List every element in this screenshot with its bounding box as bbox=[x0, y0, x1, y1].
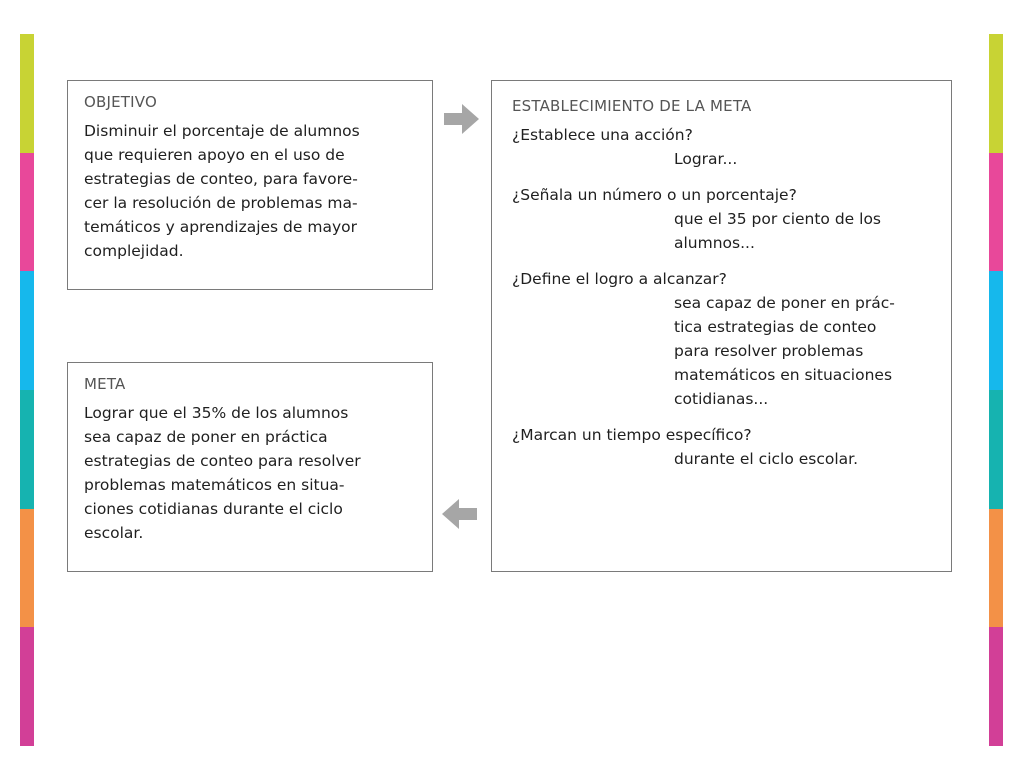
meta-box bbox=[67, 362, 433, 572]
criteria-answer: Lograr... bbox=[674, 150, 738, 168]
criteria-question: ¿Establece una acción? bbox=[512, 126, 693, 144]
establecimiento-title: ESTABLECIMIENTO DE LA META bbox=[512, 97, 752, 115]
stripe-segment bbox=[20, 509, 34, 628]
objetivo-text: Disminuir el porcentaje de alumnos que requieren apoyo en el uso de estrategias de conteo, para favore- cer la resolución de problemas ma- temáticos y aprendizajes de mayor complejidad. bbox=[84, 122, 360, 260]
stripe-segment bbox=[989, 390, 1003, 509]
criteria-item bbox=[512, 423, 937, 471]
criteria-question: ¿Marcan un tiempo específico? bbox=[512, 426, 752, 444]
criteria-item bbox=[512, 123, 937, 171]
left-color-stripe bbox=[20, 34, 34, 746]
objetivo-box bbox=[67, 80, 433, 290]
stripe-segment bbox=[989, 34, 1003, 153]
stripe-segment bbox=[20, 271, 34, 390]
stripe-segment bbox=[20, 627, 34, 746]
criteria-question: ¿Señala un número o un porcentaje? bbox=[512, 186, 797, 204]
right-color-stripe bbox=[989, 34, 1003, 746]
arrow-left-icon bbox=[439, 494, 479, 534]
stripe-segment bbox=[989, 509, 1003, 628]
stripe-segment bbox=[20, 34, 34, 153]
meta-title: META bbox=[84, 375, 126, 393]
objetivo-title: OBJETIVO bbox=[84, 93, 157, 111]
criteria-answer: que el 35 por ciento de los alumnos... bbox=[674, 210, 882, 252]
establecimiento-box bbox=[491, 80, 952, 572]
arrow-right-icon bbox=[442, 99, 482, 139]
meta-text: Lograr que el 35% de los alumnos sea capaz de poner en práctica estrategias de conteo para resolver problemas matemáticos en situa- ciones cotidianas durante el ciclo escolar. bbox=[84, 404, 361, 542]
stripe-segment bbox=[989, 627, 1003, 746]
criteria-answer: durante el ciclo escolar. bbox=[674, 450, 859, 468]
stripe-segment bbox=[989, 271, 1003, 390]
stripe-segment bbox=[20, 390, 34, 509]
criteria-question: ¿Define el logro a alcanzar? bbox=[512, 270, 727, 288]
criteria-item bbox=[512, 183, 937, 255]
criteria-item bbox=[512, 267, 937, 411]
stripe-segment bbox=[989, 153, 1003, 272]
criteria-answer: sea capaz de poner en prác- tica estrategias de conteo para resolver problemas matemáticos en situaciones cotidianas... bbox=[674, 294, 895, 408]
stripe-segment bbox=[20, 153, 34, 272]
